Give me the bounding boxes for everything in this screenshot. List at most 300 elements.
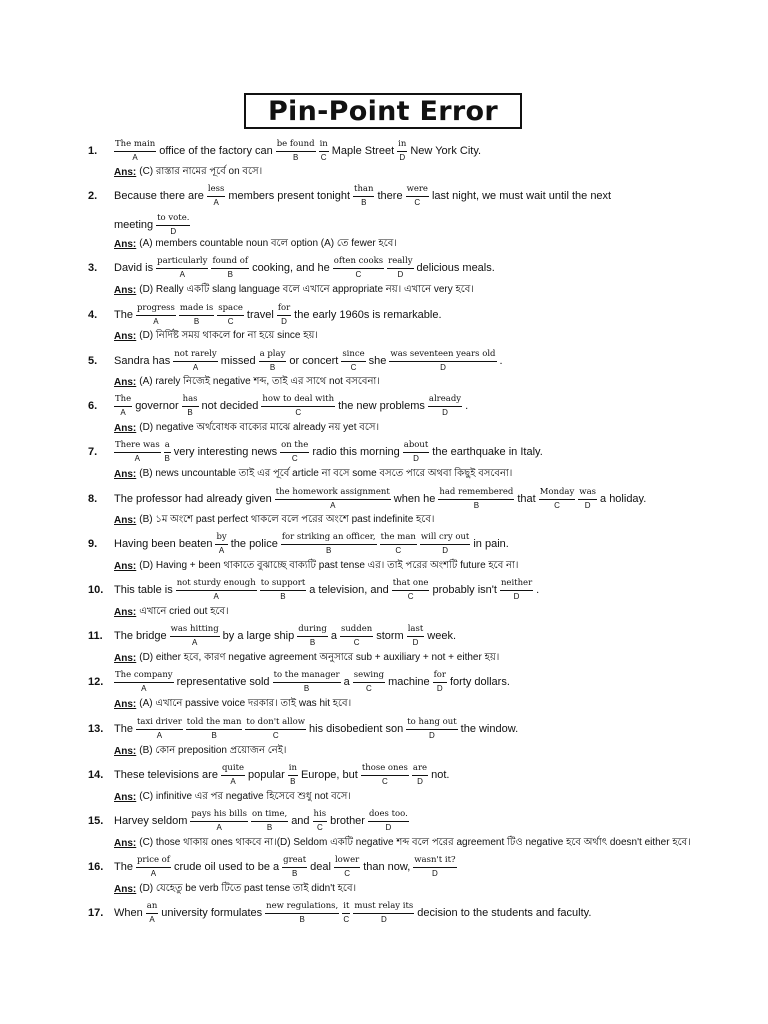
sentence-text: than now, bbox=[363, 861, 411, 873]
underlined-option bbox=[186, 718, 243, 740]
question-number: 2. bbox=[88, 190, 98, 202]
option-letter: A bbox=[170, 636, 220, 647]
underlined-option bbox=[420, 533, 470, 555]
option-letter: D bbox=[413, 867, 456, 878]
option-letter: D bbox=[407, 636, 425, 647]
underlined-option bbox=[207, 185, 225, 207]
question-row bbox=[88, 530, 512, 558]
underlined-option bbox=[319, 140, 329, 162]
option-letter: C bbox=[340, 636, 373, 647]
page-title: Pin-Point Error bbox=[267, 95, 499, 127]
option-text: on the bbox=[281, 440, 309, 451]
option-letter: B bbox=[353, 196, 374, 207]
option-text: new regulations, bbox=[266, 901, 339, 912]
sentence-text: New York City. bbox=[410, 145, 482, 157]
option-text: must relay its bbox=[354, 901, 414, 912]
sentence-text: . bbox=[465, 400, 469, 412]
underlined-option bbox=[389, 350, 496, 372]
option-text: was hitting bbox=[170, 624, 219, 635]
option-letter: B bbox=[273, 682, 341, 693]
question-number: 15. bbox=[88, 815, 104, 827]
question-row bbox=[88, 576, 542, 604]
answer-label: Ans: bbox=[114, 468, 137, 480]
option-letter: C bbox=[217, 315, 244, 326]
option-letter: C bbox=[392, 590, 430, 601]
underlined-option bbox=[245, 718, 306, 740]
option-letter: D bbox=[420, 544, 470, 555]
underlined-option bbox=[156, 257, 208, 279]
sentence-text: Harvey seldom bbox=[114, 815, 188, 827]
option-text: by bbox=[216, 532, 227, 543]
option-letter: D bbox=[428, 406, 462, 417]
question-row bbox=[88, 899, 594, 927]
underlined-option bbox=[403, 441, 430, 463]
option-text: does too. bbox=[368, 809, 408, 820]
sentence-text: probably isn't bbox=[432, 584, 497, 596]
option-letter: B bbox=[276, 151, 316, 162]
sentence-text: popular bbox=[248, 769, 285, 781]
underlined-option bbox=[215, 533, 227, 555]
sentence-text: The professor had already given bbox=[114, 493, 272, 505]
underlined-option bbox=[380, 533, 417, 555]
option-letter: D bbox=[156, 225, 190, 236]
option-letter: B bbox=[438, 499, 514, 510]
underlined-option bbox=[114, 395, 132, 417]
option-letter: B bbox=[281, 544, 377, 555]
option-text: not rarely bbox=[174, 349, 217, 360]
answer-text: (D) নির্দিষ্ট সময় থাকলে for না হয়ে since হয়। bbox=[139, 329, 318, 341]
answer-line bbox=[114, 789, 351, 805]
option-text: a play bbox=[259, 349, 286, 360]
underlined-option bbox=[334, 856, 360, 878]
underlined-option bbox=[261, 395, 335, 417]
question-number: 17. bbox=[88, 907, 104, 919]
option-letter: A bbox=[146, 913, 159, 924]
option-letter: B bbox=[259, 361, 287, 372]
underlined-option bbox=[136, 304, 176, 326]
underlined-option bbox=[412, 764, 428, 786]
answer-text: (C) infinitive এর পর negative হিসেবে শুধু not বসে। bbox=[139, 790, 351, 802]
sentence-text: forty dollars. bbox=[449, 676, 510, 688]
option-letter: B bbox=[265, 913, 339, 924]
underlined-option bbox=[182, 395, 199, 417]
option-text: space bbox=[218, 303, 243, 314]
option-letter: C bbox=[245, 729, 306, 740]
option-text: The main bbox=[115, 139, 156, 150]
underlined-option bbox=[288, 764, 298, 786]
option-text: was seventeen years old bbox=[390, 349, 496, 360]
sentence-text: members present tonight bbox=[228, 190, 351, 202]
sentence-text: Europe, but bbox=[300, 769, 358, 781]
sentence-text: by a large ship bbox=[222, 630, 295, 642]
sentence-text: These televisions are bbox=[114, 769, 218, 781]
underlined-option bbox=[313, 810, 328, 832]
option-letter: A bbox=[176, 590, 257, 601]
answer-text: (D) যেহেতু be verb টিতে past tense তাই didn't হবে। bbox=[139, 882, 357, 894]
sentence-text: travel bbox=[246, 309, 274, 321]
answer-line bbox=[114, 743, 287, 759]
option-letter: D bbox=[406, 729, 457, 740]
option-text: The company bbox=[115, 670, 173, 681]
answer-label: Ans: bbox=[114, 376, 137, 388]
answer-line bbox=[114, 696, 351, 712]
sentence-text: she bbox=[368, 355, 387, 367]
answer-text: (A) members countable noun বলে option (A) তে fewer হবে। bbox=[139, 237, 397, 249]
option-letter: B bbox=[182, 406, 199, 417]
option-text: for striking an officer, bbox=[281, 532, 376, 543]
underlined-option bbox=[136, 856, 171, 878]
underlined-option bbox=[280, 441, 309, 463]
question-row bbox=[88, 347, 506, 375]
question-row bbox=[88, 182, 614, 210]
sentence-text: the new problems bbox=[338, 400, 425, 412]
answer-text: (D) either হবে, কারণ negative agreement অনুসারে sub + auxiliary + not + either হয়। bbox=[139, 651, 500, 663]
answer-label: Ans: bbox=[114, 606, 137, 618]
option-letter: A bbox=[173, 361, 217, 372]
option-text: a bbox=[164, 440, 170, 451]
option-letter: B bbox=[282, 867, 307, 878]
option-letter: C bbox=[353, 682, 385, 693]
sentence-text: The bbox=[114, 723, 133, 735]
answer-text: (D) negative অর্থবোধক বাক্যের মাঝে already নয় yet বসে। bbox=[139, 421, 380, 433]
underlined-option bbox=[251, 810, 288, 832]
answer-line bbox=[114, 164, 262, 180]
sentence-text: a television, and bbox=[309, 584, 389, 596]
sentence-text: Having been beaten bbox=[114, 538, 213, 550]
answer-line bbox=[114, 236, 397, 252]
question-number: 5. bbox=[88, 355, 98, 367]
option-text: than bbox=[354, 184, 374, 195]
underlined-option bbox=[281, 533, 377, 555]
underlined-option bbox=[361, 764, 409, 786]
option-text: for bbox=[433, 670, 446, 681]
sentence-text: very interesting news bbox=[173, 446, 278, 458]
option-letter: C bbox=[343, 914, 350, 924]
underlined-option bbox=[173, 350, 217, 372]
question-number: 4. bbox=[88, 309, 98, 321]
question-row bbox=[88, 853, 460, 881]
option-text: neither bbox=[500, 578, 533, 589]
answer-label: Ans: bbox=[114, 837, 137, 849]
option-letter: C bbox=[319, 151, 329, 162]
option-text: to hang out bbox=[407, 717, 457, 728]
question-row bbox=[88, 392, 471, 420]
underlined-option bbox=[275, 488, 391, 510]
option-text: were bbox=[406, 184, 428, 195]
underlined-option bbox=[170, 625, 220, 647]
answer-line bbox=[114, 604, 229, 620]
option-letter: C bbox=[406, 196, 429, 207]
option-text: great bbox=[283, 855, 307, 866]
answer-label: Ans: bbox=[114, 422, 137, 434]
sentence-text: The bbox=[114, 309, 133, 321]
option-text: it bbox=[343, 901, 350, 912]
underlined-option bbox=[277, 304, 291, 326]
underlined-option bbox=[164, 441, 171, 463]
underlined-option bbox=[500, 579, 533, 601]
sentence-text: the police bbox=[230, 538, 278, 550]
sentence-text: missed bbox=[220, 355, 256, 367]
underlined-option bbox=[578, 488, 597, 510]
option-letter: D bbox=[412, 775, 428, 786]
question-row bbox=[88, 622, 459, 650]
underlined-option bbox=[428, 395, 462, 417]
option-text: has bbox=[182, 394, 198, 405]
option-letter: B bbox=[260, 590, 307, 601]
sentence-text: governor bbox=[135, 400, 179, 412]
underlined-option bbox=[392, 579, 430, 601]
option-text: really bbox=[388, 256, 413, 267]
option-text: taxi driver bbox=[136, 717, 182, 728]
question-number: 10. bbox=[88, 584, 104, 596]
option-text: price of bbox=[136, 855, 170, 866]
option-text: quite bbox=[221, 763, 245, 774]
option-letter: D bbox=[353, 913, 414, 924]
underlined-option bbox=[406, 185, 429, 207]
answer-line bbox=[114, 558, 519, 574]
question-row bbox=[88, 137, 484, 165]
option-letter: D bbox=[397, 151, 407, 162]
option-letter: D bbox=[433, 682, 447, 693]
option-letter: B bbox=[211, 268, 249, 279]
option-text: made is bbox=[179, 303, 214, 314]
sentence-text: week. bbox=[427, 630, 457, 642]
question-number: 11. bbox=[88, 630, 103, 642]
option-text: particularly bbox=[157, 256, 208, 267]
option-text: told the man bbox=[186, 717, 242, 728]
option-text: There was bbox=[115, 440, 160, 451]
answer-text: (D) Really একটি slang language বলে এখানে appropriate নয়। এখানে very হবে। bbox=[139, 283, 474, 295]
answer-text: এখানে cried out হবে। bbox=[139, 605, 229, 617]
underlined-option bbox=[276, 140, 316, 162]
question-row bbox=[88, 807, 412, 835]
option-letter: C bbox=[333, 268, 384, 279]
underlined-option bbox=[221, 764, 245, 786]
option-text: that one bbox=[392, 578, 429, 589]
sentence-text: the window. bbox=[460, 723, 519, 735]
option-letter: A bbox=[114, 406, 132, 417]
option-text: to support bbox=[260, 578, 306, 589]
option-letter: C bbox=[361, 775, 409, 786]
option-text: in bbox=[398, 139, 407, 150]
option-text: lower bbox=[334, 855, 360, 866]
underlined-option bbox=[368, 810, 409, 832]
underlined-option bbox=[176, 579, 257, 601]
option-text: often cooks bbox=[333, 256, 384, 267]
underlined-option bbox=[273, 671, 341, 693]
answer-text: (B) ১ম অংশে past perfect থাকলে বলে পরের অংশে past indefinite হবে। bbox=[139, 513, 435, 525]
sentence-text: the early 1960s is remarkable. bbox=[294, 309, 442, 321]
sentence-text: representative sold bbox=[176, 676, 270, 688]
sentence-text: not decided bbox=[201, 400, 259, 412]
sentence-text: and bbox=[291, 815, 310, 827]
option-letter: C bbox=[539, 499, 576, 510]
sentence-text: Maple Street bbox=[331, 145, 395, 157]
answer-line bbox=[114, 650, 499, 666]
option-text: progress bbox=[136, 303, 175, 314]
question-row bbox=[88, 715, 521, 743]
question-row bbox=[88, 761, 452, 789]
sentence-text: in pain. bbox=[473, 538, 509, 550]
sentence-text: This table is bbox=[114, 584, 173, 596]
option-text: those ones bbox=[361, 763, 408, 774]
sentence-text: or concert bbox=[289, 355, 339, 367]
answer-label: Ans: bbox=[114, 166, 137, 178]
sentence-text: . bbox=[499, 355, 503, 367]
option-text: for bbox=[277, 303, 291, 314]
option-text: in bbox=[319, 139, 328, 150]
underlined-option bbox=[539, 488, 576, 510]
option-text: the homework assignment bbox=[275, 487, 390, 498]
option-letter: A bbox=[275, 499, 391, 510]
answer-label: Ans: bbox=[114, 238, 137, 250]
underlined-option bbox=[353, 902, 414, 924]
sentence-text: a bbox=[343, 676, 350, 688]
option-letter: B bbox=[288, 775, 298, 786]
underlined-option bbox=[190, 810, 248, 832]
answer-line bbox=[114, 512, 434, 528]
option-letter: D bbox=[368, 821, 409, 832]
option-text: to don't allow bbox=[246, 717, 306, 728]
question-number: 1. bbox=[88, 145, 98, 157]
answer-text: (C) রাস্তার নামের পূর্বে on বসে। bbox=[139, 165, 263, 177]
option-text: in bbox=[288, 763, 297, 774]
option-letter: A bbox=[215, 544, 227, 555]
option-letter: A bbox=[136, 867, 171, 878]
answer-label: Ans: bbox=[114, 514, 137, 526]
sentence-text: office of the factory can bbox=[159, 145, 273, 157]
option-text: about bbox=[403, 440, 429, 451]
option-text: not sturdy enough bbox=[176, 578, 256, 589]
option-text: was bbox=[579, 487, 597, 498]
sentence-text: deal bbox=[310, 861, 331, 873]
sentence-text: decision to the students and faculty. bbox=[417, 907, 592, 919]
option-text: his bbox=[313, 809, 327, 820]
underlined-option bbox=[156, 214, 190, 236]
underlined-option bbox=[333, 257, 384, 279]
option-text: to the manager bbox=[273, 670, 340, 681]
question-row bbox=[88, 254, 498, 282]
option-letter: A bbox=[114, 682, 174, 693]
option-letter: C bbox=[261, 406, 335, 417]
underlined-option bbox=[341, 350, 365, 372]
option-letter: D bbox=[403, 452, 430, 463]
sentence-text: The bbox=[114, 861, 133, 873]
option-text: last bbox=[407, 624, 424, 635]
underlined-option bbox=[353, 185, 374, 207]
option-text: had remembered bbox=[439, 487, 514, 498]
option-letter: A bbox=[207, 196, 225, 207]
option-letter: A bbox=[114, 151, 156, 162]
sentence-text: cooking, and he bbox=[252, 262, 330, 274]
option-text: how to deal with bbox=[262, 394, 335, 405]
option-text: since bbox=[342, 349, 365, 360]
answer-line bbox=[114, 835, 691, 851]
answer-label: Ans: bbox=[114, 883, 137, 895]
sentence-text: not. bbox=[431, 769, 450, 781]
answer-label: Ans: bbox=[114, 698, 137, 710]
sentence-text: crude oil used to be a bbox=[173, 861, 280, 873]
option-letter: D bbox=[578, 499, 597, 510]
option-letter: A bbox=[190, 821, 248, 832]
answer-line bbox=[114, 374, 380, 390]
underlined-option bbox=[407, 625, 425, 647]
option-text: during bbox=[298, 624, 327, 635]
option-text: an bbox=[146, 901, 158, 912]
sentence-text: David is bbox=[114, 262, 154, 274]
question-row bbox=[88, 301, 445, 329]
option-letter: B bbox=[251, 821, 288, 832]
answer-line bbox=[114, 328, 318, 344]
question-number: 3. bbox=[88, 262, 98, 274]
underlined-option bbox=[259, 350, 287, 372]
underlined-option bbox=[114, 441, 161, 463]
option-text: pays his bills bbox=[191, 809, 247, 820]
title-box bbox=[244, 93, 522, 129]
option-letter: D bbox=[387, 268, 413, 279]
underlined-option bbox=[146, 902, 159, 924]
option-text: will cry out bbox=[420, 532, 470, 543]
underlined-option bbox=[114, 671, 174, 693]
option-text: less bbox=[207, 184, 225, 195]
option-letter: A bbox=[136, 729, 183, 740]
sentence-text: meeting bbox=[114, 219, 154, 231]
answer-label: Ans: bbox=[114, 652, 137, 664]
option-letter: C bbox=[380, 544, 417, 555]
underlined-option bbox=[353, 671, 385, 693]
answer-label: Ans: bbox=[114, 330, 137, 342]
option-letter: D bbox=[389, 361, 496, 372]
answer-line bbox=[114, 420, 379, 436]
answer-line bbox=[114, 282, 474, 298]
sentence-text: there bbox=[377, 190, 403, 202]
sentence-text: The bridge bbox=[114, 630, 167, 642]
underlined-option bbox=[406, 718, 457, 740]
question-row bbox=[88, 668, 513, 696]
question-number: 8. bbox=[88, 493, 98, 505]
sentence-text: a holiday. bbox=[600, 493, 647, 505]
answer-label: Ans: bbox=[114, 284, 137, 296]
sentence-text: Because there are bbox=[114, 190, 204, 202]
underlined-option bbox=[342, 902, 350, 924]
option-letter: A bbox=[114, 452, 161, 463]
answer-text: (A) এখানে passive voice দরকার। তাই was hit হবে। bbox=[139, 697, 352, 709]
answer-text: (C) those থাকায় ones থাকবে না।(D) Seldom একটি negative শব্দ বলে পরের agreement টিও negative হবে অর্থাৎ doesn't either হবে। bbox=[139, 836, 691, 848]
answer-line bbox=[114, 881, 356, 897]
sentence-text: his disobedient son bbox=[309, 723, 404, 735]
underlined-option bbox=[265, 902, 339, 924]
sentence-text: machine bbox=[388, 676, 430, 688]
underlined-option bbox=[433, 671, 447, 693]
option-text: found of bbox=[212, 256, 249, 267]
answer-label: Ans: bbox=[114, 791, 137, 803]
option-text: wasn't it? bbox=[414, 855, 456, 866]
question-number: 9. bbox=[88, 538, 98, 550]
underlined-option bbox=[340, 625, 373, 647]
sentence-text: storm bbox=[376, 630, 404, 642]
option-text: are bbox=[412, 763, 428, 774]
option-letter: B bbox=[186, 729, 243, 740]
question-number: 12. bbox=[88, 676, 104, 688]
answer-text: (A) rarely নিজেই negative শব্দ, তাই এর সাথে not বসবেনা। bbox=[139, 375, 380, 387]
option-letter: C bbox=[334, 867, 360, 878]
option-text: already bbox=[428, 394, 462, 405]
option-letter: D bbox=[277, 315, 291, 326]
option-letter: D bbox=[500, 590, 533, 601]
sentence-text: brother bbox=[330, 815, 365, 827]
underlined-option bbox=[397, 140, 407, 162]
underlined-option bbox=[211, 257, 249, 279]
